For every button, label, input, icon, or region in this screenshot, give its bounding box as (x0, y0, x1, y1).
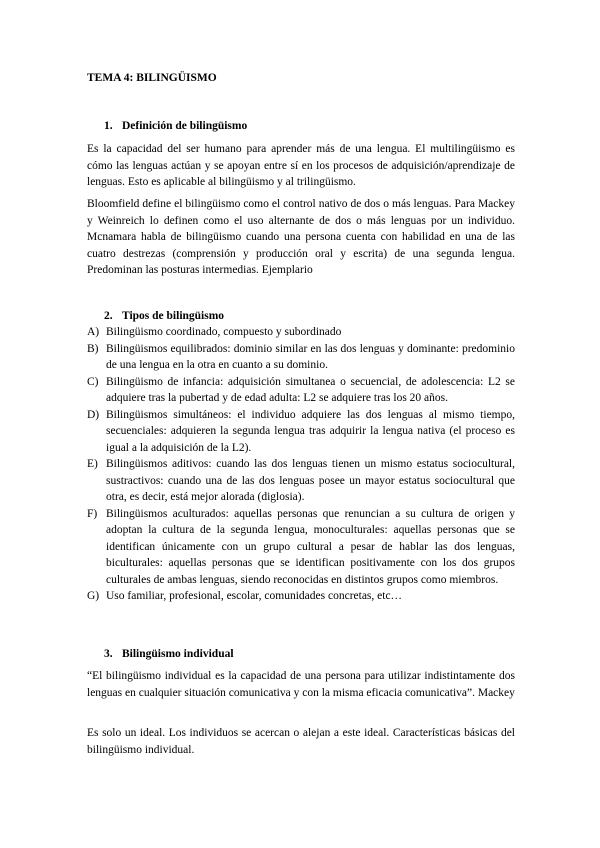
list-item-text: Bilingüismos aculturados: aquellas personas que renuncian a su cultura de origen y adoptan la cultura de la segunda lengua, monoculturales: aquellas personas que se identifican únicamente con un grupo cultural a pesar de hablar las dos lenguas, biculturales: aquellas personas que se identifican positivamente con los dos grupos culturales de ambas lenguas, siendo reconocidas en distintos grupos como miembros. (106, 507, 515, 586)
section-3-paragraph: Es solo un ideal. Los individuos se acercan o alejan a este ideal. Características básicas del bilingüismo individual. (87, 727, 515, 756)
list-item-marker: D) (87, 408, 100, 421)
types-list (87, 324, 515, 605)
section-1-paragraph-1: Es la capacidad del ser humano para aprender más de una lengua. El multilingüismo es cómo las lenguas actúan y se apoyan entre sí en los procesos de adquisición/aprendizaje de lenguas. Esto es aplicable al bilingüismo y al trilingüismo. (87, 143, 515, 188)
list-item (87, 341, 515, 374)
list-item (87, 506, 515, 589)
list-item (87, 374, 515, 407)
list-item-marker: C) (87, 375, 99, 388)
list-item (87, 588, 515, 605)
section-2-title: Tipos de bilingüismo (122, 310, 225, 322)
list-item-text: Bilingüismo de infancia: adquisición simultanea o secuencial, de adolescencia: L2 se adquiere tras la pubertad y de edad adulta: L2 se adquiere tras los 20 años. (106, 375, 515, 404)
section-1-title: Definición de bilingüismo (122, 120, 248, 132)
section-1-heading (104, 118, 247, 135)
list-item-marker: G) (87, 590, 100, 602)
list-item (87, 407, 515, 457)
list-item-marker: E) (87, 458, 98, 470)
section-2-number: 2. (104, 310, 113, 322)
list-item-text: Uso familiar, profesional, escolar, comunidades concretas, etc… (106, 590, 403, 602)
section-1-number: 1. (104, 120, 113, 132)
document-title: TEMA 4: BILINGÜISMO (87, 72, 217, 84)
section-1-paragraph-2: Bloomfield define el bilingüismo como el control nativo de dos o más lenguas. Para Mackey y Weinreich lo definen como el uso alternante de dos o más lenguas por un individuo. Mcnamara habla de bilingüismo cuando una persona cuenta con habilidad en una de las cuatro destrezas (comprensión y producción oral y escrita) de una segunda lengua. Predominan las posturas intermedias. Ejemplario (87, 198, 515, 276)
section-3-quote: “El bilingüismo individual es la capacidad de una persona para utilizar indistintamente dos lenguas en cualquier situación comunicativa y con la misma eficacia comunicativa”. Mackey (87, 670, 515, 699)
list-item (87, 456, 515, 506)
section-3-heading (104, 646, 234, 663)
list-item-text: Bilingüismos aditivos: cuando las dos lenguas tienen un mismo estatus sociocultural, sustractivos: cuando una de las dos lenguas posee un mayor estatus sociocultural que otra, es decir, está mejor alorada (diglosia). (106, 458, 515, 503)
list-item (87, 324, 515, 341)
section-3-number: 3. (104, 648, 113, 660)
list-item-text: Bilingüismos equilibrados: dominio similar en las dos lenguas y dominante: predominio de una lengua en la otra en cuanto a su dominio. (106, 342, 515, 371)
list-item-text: Bilingüismo coordinado, compuesto y subordinado (106, 326, 342, 338)
section-3-title: Bilingüismo individual (122, 648, 234, 660)
list-item-text: Bilingüismos simultáneos: el individuo adquiere las dos lenguas al mismo tiempo, secuenciales: adquieren la segunda lengua tras adquirir la lengua nativa (el proceso es igual a la adquisición de la L2). (106, 408, 515, 454)
section-2-heading (104, 308, 224, 325)
list-item-marker: A) (87, 326, 100, 338)
list-item-marker: B) (87, 342, 99, 355)
list-item-marker: F) (87, 507, 98, 520)
